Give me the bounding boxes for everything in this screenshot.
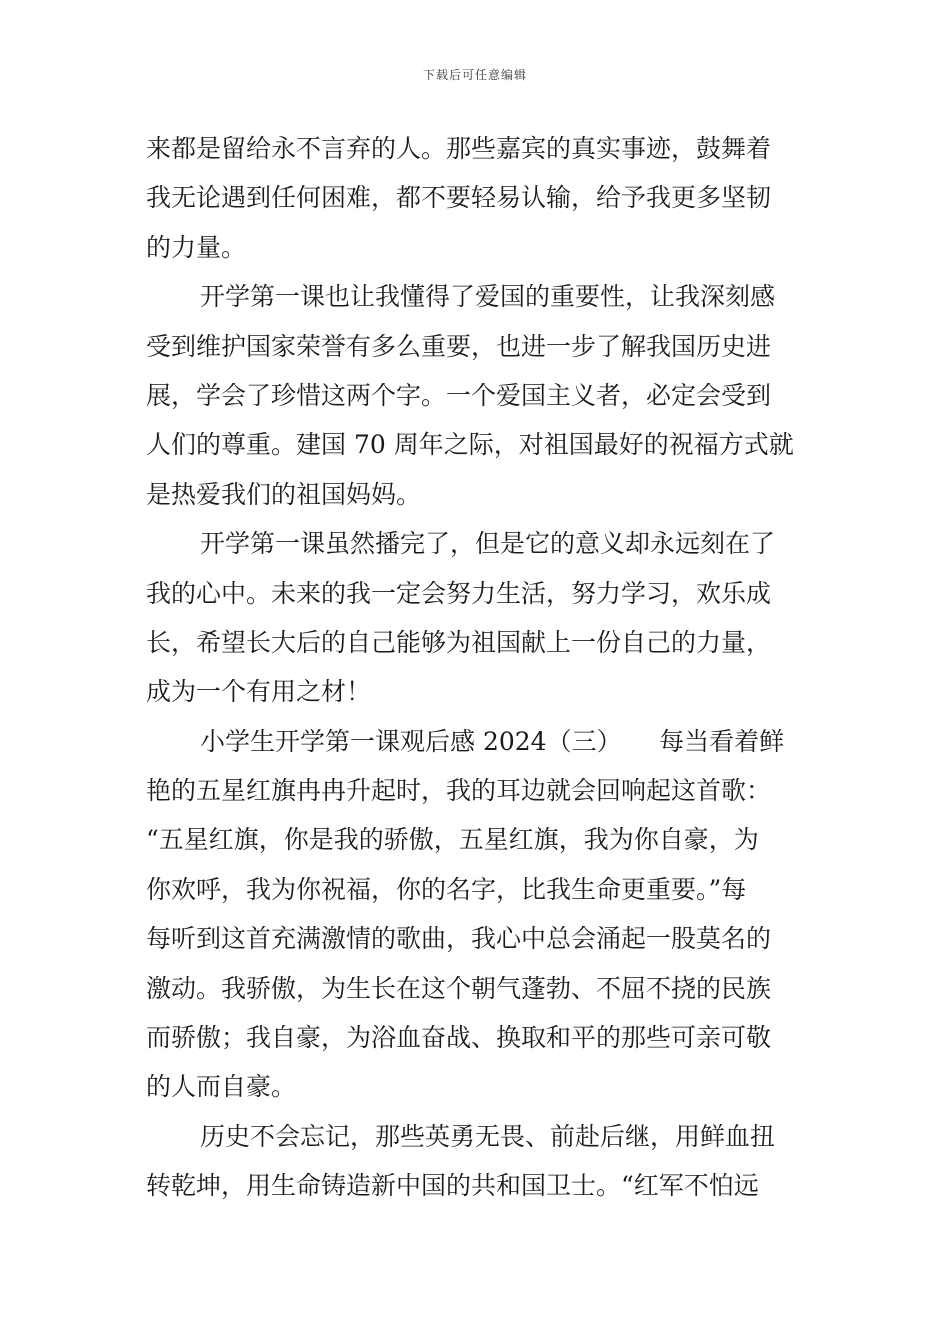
- text-line: 成为一个有用之材！: [146, 677, 372, 707]
- text-line: 的力量。: [146, 232, 247, 262]
- text-line: 小学生开学第一课观后感 2024（三） 每当看着鲜: [200, 726, 785, 756]
- text-line: 的人而自豪。: [146, 1072, 297, 1102]
- text-line: “五星红旗，你是我的骄傲，五星红旗，我为你自豪，为: [146, 825, 759, 855]
- text-line: 是热爱我们的祖国妈妈。: [146, 479, 422, 509]
- text-line: 历史不会忘记，那些英勇无畏、前赴后继，用鲜血扭: [200, 1121, 776, 1151]
- page-header: 下载后可任意编辑: [422, 68, 527, 82]
- text-line: 开学第一课也让我懂得了爱国的重要性，让我深刻感: [200, 282, 776, 312]
- text-line: 人们的尊重。建国 70 周年之际，对祖国最好的祝福方式就: [146, 430, 794, 460]
- text-line: 我无论遇到任何困难，都不要轻易认输，给予我更多坚韧: [146, 183, 772, 213]
- text-line: 而骄傲；我自豪，为浴血奋战、换取和平的那些可亲可敬: [146, 1023, 772, 1053]
- text-line: 开学第一课虽然播完了，但是它的意义却永远刻在了: [200, 529, 776, 559]
- text-line: 我的心中。未来的我一定会努力生活，努力学习，欢乐成: [146, 578, 772, 608]
- text-line: 每听到这首充满激情的歌曲，我心中总会涌起一股莫名的: [146, 924, 772, 954]
- text-line: 转乾坤，用生命铸造新中国的共和国卫士。“红军不怕远: [146, 1171, 759, 1201]
- text-line: 你欢呼，我为你祝福，你的名字，比我生命更重要。”每: [146, 874, 747, 904]
- document-body: [146, 124, 806, 1211]
- text-line: 艳的五星红旗冉冉升起时，我的耳边就会回响起这首歌：: [146, 776, 772, 806]
- text-line: 来都是留给永不言弃的人。那些嘉宾的真实事迹，鼓舞着: [146, 134, 772, 163]
- text-line: 展，学会了珍惜这两个字。一个爱国主义者，必定会受到: [146, 380, 772, 410]
- text-line: 激动。我骄傲，为生长在这个朝气蓬勃、不屈不挠的民族: [146, 973, 772, 1003]
- text-line: 受到维护国家荣誉有多么重要，也进一步了解我国历史进: [146, 331, 772, 361]
- text-line: 长，希望长大后的自己能够为祖国献上一份自己的力量，: [146, 627, 772, 657]
